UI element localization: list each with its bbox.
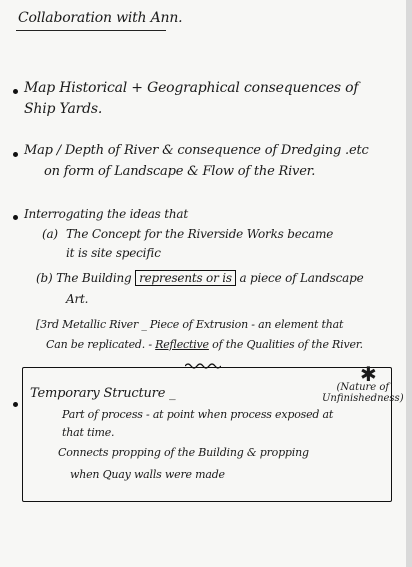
- bullet-2: [13, 152, 18, 157]
- sub-a-line-1: The Concept for the Riverside Works became: [66, 227, 334, 241]
- sub-a-marker: (a): [42, 227, 58, 241]
- sub-b-line-2: Art.: [66, 292, 89, 306]
- extra-line-2-before: Can be replicated. -: [46, 338, 152, 351]
- bullet-4: [13, 402, 18, 407]
- box-line-4: when Quay walls were made: [70, 468, 225, 481]
- sub-a-line-2: it is site specific: [66, 246, 161, 260]
- box-side-note: [322, 382, 404, 404]
- box-line-2: that time.: [62, 426, 115, 439]
- point-1-line-2: Ship Yards.: [24, 101, 103, 117]
- box-note-line-2: Unfinishedness): [322, 393, 404, 404]
- sub-b-marker: (b): [36, 271, 53, 285]
- point-2-line-1: Map / Depth of River & consequence of Dredging .etc: [24, 143, 369, 158]
- star-mark: ✱: [360, 362, 377, 386]
- sub-b-line-1: [36, 271, 364, 285]
- sub-b-after: a piece of Landscape: [239, 271, 364, 285]
- box-heading: Temporary Structure _: [30, 386, 176, 401]
- point-3-line-1: Interrogating the ideas that: [24, 207, 188, 221]
- title-underline: [16, 30, 166, 31]
- box-line-1: Part of process - at point when process exposed at: [62, 408, 334, 421]
- bullet-3: [13, 215, 18, 220]
- extra-line-2-after: of the Qualities of the River.: [212, 338, 363, 351]
- page-title: Collaboration with Ann.: [18, 10, 183, 26]
- extra-line-2: [46, 338, 363, 351]
- sub-b-boxed-phrase: represents or is: [135, 270, 236, 286]
- point-1-line-1: Map Historical + Geographical consequences of: [24, 80, 359, 96]
- reflective-emphasis: Reflective: [155, 338, 209, 351]
- point-2-line-2: on form of Landscape & Flow of the River.: [44, 164, 316, 179]
- box-line-3: Connects propping of the Building & propping: [58, 446, 309, 459]
- bullet-1: [13, 89, 18, 94]
- sub-b-before: The Building: [56, 271, 132, 285]
- extra-line-1: [3rd Metallic River _ Piece of Extrusion - an element that: [36, 318, 344, 331]
- box-note-line-1: (Nature of: [336, 382, 390, 393]
